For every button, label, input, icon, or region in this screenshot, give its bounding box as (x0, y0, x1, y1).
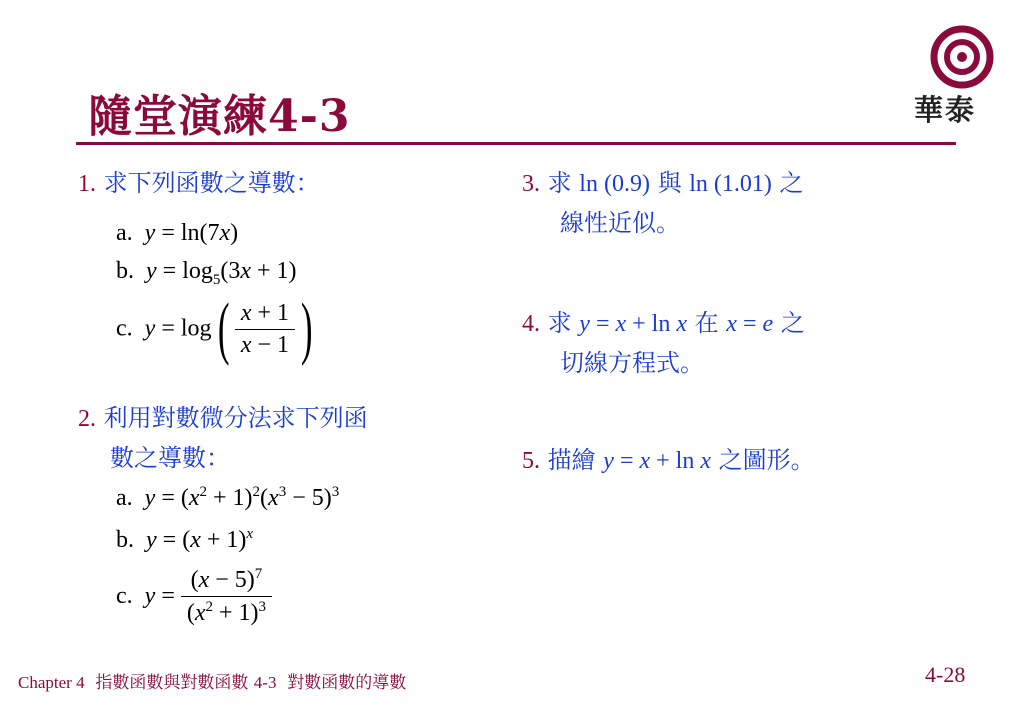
question-2-line2: 數之導數： (110, 444, 230, 472)
q2-c-formula: c. y = $\frac{(x - 5)^7}{(x^2 + 1)^3}$ (116, 566, 272, 627)
question-text: 求下列函數之導數： (103, 169, 320, 197)
q1-c-formula: c. y = log( $\frac{x + 1}{x - 1}$ ) (116, 290, 313, 367)
question-number: 3. (522, 171, 540, 197)
title-divider (76, 142, 956, 145)
question-5: 5. 描繪 y = x + ln x 之圖形。 (522, 446, 815, 474)
question-3-line2: 線性近似。 (560, 209, 680, 237)
q2-b-formula: b. $y = (x + 1)^x$ (116, 526, 254, 553)
question-number: 2. (78, 406, 96, 432)
q2-a-formula: a. $y = (x^2 + 1)^2(x^3 - 5)^3$ (116, 484, 340, 511)
question-number: 1. (78, 171, 96, 197)
page-number: 4-28 (925, 662, 966, 687)
publisher-logo-icon (930, 25, 994, 89)
question-4: 4. 求 y = x + ln x 在 x = e 之 (522, 309, 805, 337)
question-number: 4. (522, 311, 540, 337)
page-title: 隨堂演練4-3 (88, 91, 351, 142)
question-number: 5. (522, 448, 540, 474)
q1-b-formula: b. $y = \log_5(3x + 1)$ (116, 258, 297, 288)
footer-chapter: Chapter 4 指數函數與對數函數 4-3 對數函數的導數 (18, 673, 407, 693)
question-1 (78, 163, 320, 198)
publisher-name: 華泰 (914, 93, 977, 127)
q1-a-formula: a. y = ln(7x) (116, 220, 239, 246)
question-2 (78, 398, 368, 433)
question-text: 利用對數微分法求下列函 (103, 404, 368, 432)
question-4-line2: 切線方程式。 (560, 349, 704, 377)
question-3: 3. 求 ln (0.9) 與 ln (1.01) 之 (522, 169, 804, 197)
